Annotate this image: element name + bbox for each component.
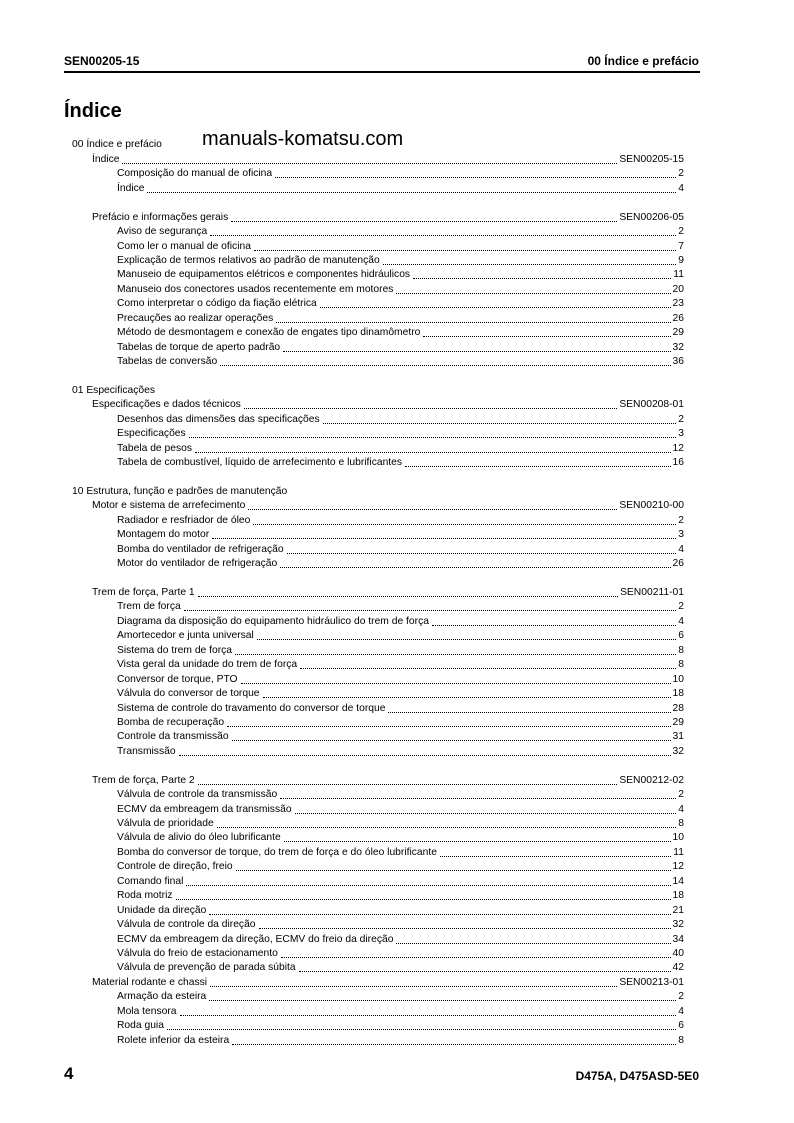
toc-entry-label: Válvula do freio de estacionamento <box>117 947 278 959</box>
toc-topic-entry[interactable] <box>72 961 684 975</box>
toc-spacer <box>72 196 684 210</box>
footer-model: D475A, D475ASD-5E0 <box>575 1069 699 1083</box>
toc-entry-label: 00 Índice e prefácio <box>72 139 162 151</box>
toc-dot-leader <box>295 813 677 814</box>
toc-entry-label: Manuseio de equipamentos elétricos e componentes hidráulicos <box>117 269 411 281</box>
toc-dot-leader <box>276 322 670 323</box>
toc-dot-leader <box>275 177 676 178</box>
toc-entry-label: Vista geral da unidade do trem de força <box>117 659 298 671</box>
toc-entry-page: 8 <box>678 659 684 671</box>
toc-section-heading <box>72 138 684 152</box>
toc-entry-page: 42 <box>672 962 684 974</box>
toc-entry-page: 2 <box>678 601 684 613</box>
toc-dot-leader <box>284 841 671 842</box>
toc-dot-leader <box>320 307 671 308</box>
toc-entry-label: Rolete inferior da esteira <box>117 1034 230 1046</box>
toc-entry-label: Transmissão <box>117 745 176 757</box>
toc-entry-page: 31 <box>672 731 684 743</box>
toc-topic-entry[interactable] <box>72 932 684 946</box>
toc-entry-page: 11 <box>673 846 684 858</box>
header-doc-code: SEN00205-15 <box>64 54 140 68</box>
toc-topic-entry[interactable] <box>72 513 684 527</box>
toc-entry-label: Precauções ao realizar operações <box>117 312 274 324</box>
toc-dot-leader <box>300 668 676 669</box>
toc-entry-label: Unidade da direção <box>117 904 207 916</box>
toc-chapter-entry[interactable] <box>72 773 684 787</box>
toc-entry-page: SEN00212-02 <box>619 774 684 786</box>
toc-dot-leader <box>189 437 677 438</box>
toc-dot-leader <box>198 596 618 597</box>
toc-entry-label: Manuseio dos conectores usados recentemente em motores <box>117 283 394 295</box>
toc-topic-entry[interactable] <box>72 355 684 369</box>
toc-dot-leader <box>257 639 676 640</box>
toc-dot-leader <box>388 712 670 713</box>
toc-topic-entry[interactable] <box>72 990 684 1004</box>
toc-dot-leader <box>299 971 671 972</box>
toc-entry-label: Roda guia <box>117 1020 164 1032</box>
toc-entry-label: Trem de força <box>117 601 181 613</box>
toc-entry-label: Índice <box>92 153 120 165</box>
toc-dot-leader <box>244 408 617 409</box>
toc-dot-leader <box>253 524 676 525</box>
toc-entry-label: Válvula de prevenção de parada súbita <box>117 962 296 974</box>
toc-topic-entry[interactable] <box>72 788 684 802</box>
toc-entry-page: 10 <box>672 673 684 685</box>
toc-topic-entry[interactable] <box>72 687 684 701</box>
toc-entry-page: SEN00208-01 <box>619 399 684 411</box>
toc-dot-leader <box>432 625 676 626</box>
table-of-contents <box>72 138 684 1048</box>
toc-entry-page: 29 <box>672 716 684 728</box>
toc-entry-label: Roda motriz <box>117 890 173 902</box>
toc-entry-page: 36 <box>672 356 684 367</box>
toc-topic-entry[interactable] <box>72 441 684 455</box>
toc-dot-leader <box>232 740 671 741</box>
toc-topic-entry[interactable] <box>72 340 684 354</box>
toc-entry-page: 32 <box>672 341 684 353</box>
toc-entry-label: Válvula do conversor de torque <box>117 688 260 700</box>
toc-entry-label: Especificações e dados técnicos <box>92 399 241 411</box>
toc-dot-leader <box>280 798 676 799</box>
toc-dot-leader <box>248 509 617 510</box>
toc-entry-page: 32 <box>672 919 684 931</box>
toc-dot-leader <box>280 567 670 568</box>
toc-topic-entry[interactable] <box>72 225 684 239</box>
toc-entry-page: 3 <box>678 529 684 541</box>
toc-topic-entry[interactable] <box>72 427 684 441</box>
toc-entry-page: 12 <box>672 861 684 873</box>
watermark: manuals-komatsu.com <box>202 128 404 150</box>
toc-dot-leader <box>440 856 671 857</box>
toc-entry-label: Motor e sistema de arrefecimento <box>92 500 246 512</box>
toc-entry-page: 4 <box>678 182 684 194</box>
toc-topic-entry[interactable] <box>72 239 684 253</box>
toc-entry-page: 7 <box>678 240 684 252</box>
toc-dot-leader <box>259 928 671 929</box>
toc-entry-page: 26 <box>672 558 684 570</box>
footer-page-number: 4 <box>64 1064 74 1083</box>
toc-topic-entry[interactable] <box>72 903 684 917</box>
toc-entry-page: 14 <box>672 875 684 887</box>
toc-dot-leader <box>180 1015 677 1016</box>
toc-entry-page: 32 <box>672 745 684 757</box>
toc-topic-entry[interactable] <box>72 326 684 340</box>
toc-dot-leader <box>413 278 671 279</box>
toc-spacer <box>72 369 684 383</box>
toc-dot-leader <box>236 870 671 871</box>
toc-entry-page: SEN00206-05 <box>619 211 684 223</box>
toc-topic-entry[interactable] <box>72 297 684 311</box>
toc-entry-label: Radiador e resfriador de óleo <box>117 514 251 526</box>
toc-dot-leader <box>232 1044 676 1045</box>
toc-topic-entry[interactable] <box>72 701 684 715</box>
toc-entry-label: Sistema de controle do travamento do conversor de torque <box>117 702 386 714</box>
toc-entry-label: Sistema do trem de força <box>117 644 233 656</box>
toc-entry-label: Mola tensora <box>117 1005 177 1017</box>
toc-topic-entry[interactable] <box>72 1004 684 1018</box>
toc-entry-label: Bomba de recuperação <box>117 716 225 728</box>
toc-entry-page: 21 <box>672 904 684 916</box>
toc-spacer <box>72 759 684 773</box>
toc-topic-entry[interactable] <box>72 1019 684 1033</box>
toc-dot-leader <box>122 163 617 164</box>
toc-topic-entry[interactable] <box>72 744 684 758</box>
toc-entry-page: SEN00211-01 <box>620 587 684 598</box>
toc-entry-page: 16 <box>672 457 684 469</box>
toc-entry-page: 18 <box>672 688 684 700</box>
toc-topic-entry[interactable] <box>72 528 684 542</box>
toc-entry-label: Bomba do ventilador de refrigeração <box>117 543 284 555</box>
toc-entry-label: Armação da esteira <box>117 991 207 1003</box>
toc-entry-page: 8 <box>678 1034 684 1046</box>
toc-entry-page: 28 <box>672 702 684 714</box>
toc-topic-entry[interactable] <box>72 254 684 268</box>
toc-dot-leader <box>396 943 670 944</box>
toc-dot-leader <box>179 755 671 756</box>
toc-dot-leader <box>210 986 617 987</box>
toc-entry-page: 4 <box>678 1005 684 1017</box>
toc-entry-page: 11 <box>673 269 684 281</box>
toc-entry-label: Amortecedor e junta universal <box>117 630 254 642</box>
toc-topic-entry[interactable] <box>72 643 684 657</box>
toc-entry-page: 23 <box>672 298 684 310</box>
toc-entry-page: 8 <box>678 818 684 829</box>
toc-topic-entry[interactable] <box>72 456 684 470</box>
toc-dot-leader <box>220 365 670 366</box>
toc-entry-page: 2 <box>678 991 684 1003</box>
toc-entry-page: 8 <box>678 644 684 656</box>
toc-spacer <box>72 571 684 585</box>
toc-topic-entry[interactable] <box>72 831 684 845</box>
toc-entry-label: Explicação de termos relativos ao padrão de manutenção <box>117 254 380 266</box>
toc-dot-leader <box>287 553 677 554</box>
toc-entry-page: 20 <box>672 283 684 295</box>
toc-entry-page: 2 <box>678 168 684 180</box>
toc-dot-leader <box>176 899 671 900</box>
toc-chapter-entry[interactable] <box>72 152 684 166</box>
toc-topic-entry[interactable] <box>72 918 684 932</box>
toc-topic-entry[interactable] <box>72 845 684 859</box>
toc-entry-label: Especificações <box>117 428 186 440</box>
toc-spacer <box>72 470 684 484</box>
toc-entry-page: 6 <box>678 630 684 642</box>
toc-entry-label: Tabelas de torque de aperto padrão <box>117 341 281 353</box>
toc-entry-page: 2 <box>678 226 684 238</box>
toc-entry-label: Trem de força, Parte 1 <box>92 587 195 598</box>
toc-dot-leader <box>210 235 676 236</box>
toc-entry-label: Tabela de pesos <box>117 442 192 454</box>
toc-entry-page: 12 <box>672 442 684 454</box>
toc-topic-entry[interactable] <box>72 889 684 903</box>
toc-dot-leader <box>383 264 677 265</box>
toc-dot-leader <box>283 351 670 352</box>
toc-dot-leader <box>235 654 676 655</box>
toc-entry-label: ECMV da embreagem da transmissão <box>117 803 292 815</box>
toc-entry-label: 01 Especificações <box>72 384 155 396</box>
toc-entry-label: Trem de força, Parte 2 <box>92 774 195 786</box>
toc-entry-label: Válvula de alivio do óleo lubrificante <box>117 832 281 844</box>
toc-dot-leader <box>405 466 670 467</box>
toc-topic-entry[interactable] <box>72 658 684 672</box>
toc-entry-page: 29 <box>672 327 684 339</box>
toc-topic-entry[interactable] <box>72 802 684 816</box>
toc-topic-entry[interactable] <box>72 1033 684 1047</box>
toc-topic-entry[interactable] <box>72 817 684 831</box>
toc-chapter-entry[interactable] <box>72 975 684 989</box>
toc-entry-page: SEN00210-00 <box>619 500 684 512</box>
toc-chapter-entry[interactable] <box>72 210 684 224</box>
toc-entry-label: Método de desmontagem e conexão de engates tipo dinamômetro <box>117 327 421 339</box>
toc-dot-leader <box>209 914 670 915</box>
toc-entry-page: 4 <box>678 803 684 815</box>
toc-entry-page: 2 <box>678 413 684 425</box>
toc-dot-leader <box>147 192 676 193</box>
toc-dot-leader <box>209 1000 676 1001</box>
toc-dot-leader <box>241 683 671 684</box>
toc-entry-label: 10 Estrutura, função e padrões de manutenção <box>72 485 288 497</box>
toc-entry-label: Como ler o manual de oficina <box>117 240 251 252</box>
toc-dot-leader <box>254 250 676 251</box>
toc-topic-entry[interactable] <box>72 947 684 961</box>
toc-topic-entry[interactable] <box>72 672 684 686</box>
toc-entry-label: Material rodante e chassi <box>92 976 208 988</box>
toc-dot-leader <box>186 885 670 886</box>
toc-topic-entry[interactable] <box>72 730 684 744</box>
toc-dot-leader <box>212 538 676 539</box>
toc-entry-page: 2 <box>678 789 684 801</box>
toc-entry-page: 9 <box>678 254 684 266</box>
toc-section-heading <box>72 485 684 499</box>
toc-entry-label: ECMV da embreagem da direção, ECMV do freio da direção <box>117 933 394 945</box>
toc-entry-page: 4 <box>678 543 684 555</box>
toc-chapter-entry[interactable] <box>72 398 684 412</box>
toc-topic-entry[interactable] <box>72 167 684 181</box>
toc-topic-entry[interactable] <box>72 542 684 556</box>
header-section-title: 00 Índice e prefácio <box>587 54 699 68</box>
toc-entry-page: 18 <box>672 890 684 902</box>
toc-entry-label: Composição do manual de oficina <box>117 168 273 180</box>
page-title: Índice <box>64 100 122 122</box>
toc-dot-leader <box>198 784 618 785</box>
toc-entry-label: Tabelas de conversão <box>117 356 218 367</box>
toc-entry-label: Diagrama da disposição do equipamento hidráulico do trem de força <box>117 615 429 627</box>
toc-entry-page: 40 <box>672 947 684 959</box>
toc-entry-page: 26 <box>672 312 684 324</box>
toc-entry-label: Aviso de segurança <box>117 226 208 238</box>
toc-dot-leader <box>195 452 671 453</box>
toc-entry-page: 2 <box>678 514 684 526</box>
toc-dot-leader <box>263 697 671 698</box>
toc-entry-label: Válvula de controle da direção <box>117 919 256 931</box>
toc-topic-entry[interactable] <box>72 181 684 195</box>
toc-topic-entry[interactable] <box>72 860 684 874</box>
toc-entry-page: SEN00205-15 <box>619 153 684 165</box>
toc-dot-leader <box>396 293 670 294</box>
toc-dot-leader <box>423 336 670 337</box>
toc-entry-label: Comando final <box>117 875 184 887</box>
toc-topic-entry[interactable] <box>72 557 684 571</box>
toc-entry-label: Controle da transmissão <box>117 731 229 743</box>
toc-entry-label: Índice <box>117 182 145 194</box>
toc-dot-leader <box>231 221 617 222</box>
toc-entry-label: Desenhos das dimensões das specificações <box>117 413 320 425</box>
toc-topic-entry[interactable] <box>72 412 684 426</box>
toc-topic-entry[interactable] <box>72 614 684 628</box>
toc-entry-page: SEN00213-01 <box>619 976 684 988</box>
toc-topic-entry[interactable] <box>72 268 684 282</box>
toc-chapter-entry[interactable] <box>72 499 684 513</box>
toc-entry-page: 6 <box>678 1020 684 1032</box>
toc-dot-leader <box>281 957 671 958</box>
toc-entry-label: Conversor de torque, PTO <box>117 673 238 685</box>
toc-dot-leader <box>323 423 677 424</box>
toc-entry-label: Montagem do motor <box>117 529 210 541</box>
header-rule <box>64 71 700 73</box>
toc-entry-page: 10 <box>672 832 684 844</box>
toc-entry-label: Tabela de combustível, líquido de arrefecimento e lubrificantes <box>117 457 403 469</box>
toc-entry-label: Como interpretar o código da fiação elétrica <box>117 298 317 310</box>
toc-topic-entry[interactable] <box>72 282 684 296</box>
toc-entry-label: Motor do ventilador de refrigeração <box>117 558 278 570</box>
toc-section-heading <box>72 383 684 397</box>
toc-dot-leader <box>227 726 670 727</box>
toc-entry-label: Válvula de controle da transmissão <box>117 789 278 801</box>
toc-topic-entry[interactable] <box>72 874 684 888</box>
toc-topic-entry[interactable] <box>72 716 684 730</box>
toc-entry-page: 34 <box>672 933 684 945</box>
toc-topic-entry[interactable] <box>72 629 684 643</box>
toc-entry-label: Válvula de prioridade <box>117 818 214 829</box>
toc-entry-label: Controle de direção, freio <box>117 861 233 873</box>
toc-entry-page: 4 <box>678 615 684 627</box>
toc-entry-label: Bomba do conversor de torque, do trem de força e do óleo lubrificante <box>117 846 437 858</box>
toc-topic-entry[interactable] <box>72 311 684 325</box>
toc-dot-leader <box>167 1029 676 1030</box>
toc-entry-page: 3 <box>678 428 684 440</box>
toc-dot-leader <box>217 827 677 828</box>
toc-dot-leader <box>184 610 677 611</box>
toc-entry-label: Prefácio e informações gerais <box>92 211 229 223</box>
toc-topic-entry[interactable] <box>72 600 684 614</box>
toc-chapter-entry[interactable] <box>72 586 684 600</box>
